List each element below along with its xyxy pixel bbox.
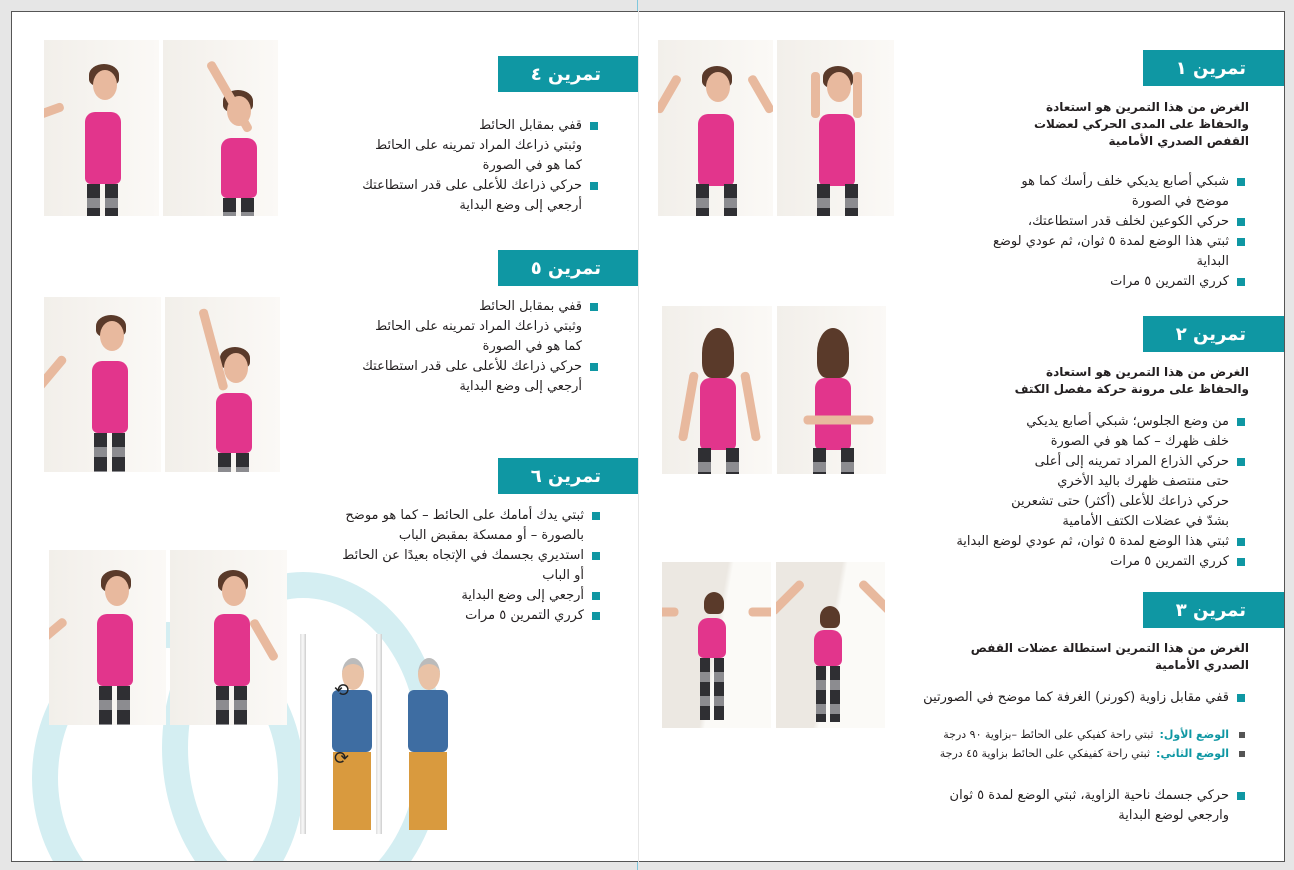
exercise-1-steps [919, 172, 1249, 292]
right-page [639, 11, 1285, 862]
list-item-continued [302, 337, 602, 357]
exercise-3-step-last [889, 786, 1249, 826]
list-item [879, 552, 1249, 572]
list-item-continued [302, 156, 602, 176]
exercise-3-title: تمرين ٣ [1175, 599, 1246, 621]
exercise-6-photo-1 [49, 550, 166, 725]
step-text: بشدّ في عضلات الكتف الأمامية [1062, 514, 1229, 529]
step-text: كما هو في الصورة [482, 339, 582, 354]
list-item [282, 586, 604, 606]
list-item [919, 272, 1249, 292]
list-item-continued [282, 566, 604, 586]
list-item [919, 172, 1249, 192]
exercise-3-photo-2 [776, 562, 885, 728]
step-text: ثبتي يدك أمامك على الحائط – كما هو موضح [345, 508, 584, 523]
exercise-6-steps [282, 506, 604, 626]
purpose-line: الغرض من هذا التمرين هو استعادة [1046, 100, 1249, 114]
list-item-continued [302, 377, 602, 397]
step-text: وارجعي لوضع البداية [1118, 808, 1229, 823]
list-item [889, 725, 1249, 744]
list-item-continued [282, 526, 604, 546]
exercise-2-photo-2 [777, 306, 886, 474]
exercise-1-photo-1 [658, 40, 773, 216]
exercise-4-header [498, 56, 638, 92]
door-frame [376, 634, 382, 834]
exercise-2-purpose [969, 364, 1249, 398]
list-item [889, 688, 1249, 708]
list-item [889, 744, 1249, 763]
step-text: حركي ذراعك للأعلى على قدر استطاعتك [362, 178, 582, 193]
list-item-continued [302, 196, 602, 216]
step-text: حركي الذراع المراد تمرينه إلى أعلى [1034, 454, 1229, 469]
list-item-continued [879, 492, 1249, 512]
list-item-continued [919, 192, 1249, 212]
step-text: حركي جسمك ناحية الزاوية، ثبتي الوضع لمدة ٥ ثوان [949, 788, 1229, 803]
position-text: ثبتي راحة كفيكي على الحائط –بزاوية ٩٠ درجة [943, 728, 1154, 741]
exercise-6-photo-2 [170, 550, 287, 725]
step-text: وثبتي ذراعك المراد تمرينه على الحائط [375, 319, 582, 334]
exercise-4-photo-2 [163, 40, 278, 216]
exercise-3-purpose [939, 640, 1249, 674]
door-frame [300, 634, 306, 834]
step-text: البداية [1196, 254, 1229, 269]
list-item [879, 532, 1249, 552]
step-text: خلف ظهرك – كما هو في الصورة [1050, 434, 1229, 449]
rotate-arrow-icon: ⟲ [334, 680, 350, 701]
step-text: حركي الكوعين لخلف قدر استطاعتك، [1027, 214, 1229, 229]
exercise-1-photo-2 [777, 40, 894, 216]
list-item [302, 297, 602, 317]
exercise-5-title: تمرين ٥ [530, 257, 601, 279]
step-text: شبكي أصابع يديكي خلف رأسك كما هو [1021, 174, 1229, 189]
step-text: أو الباب [542, 568, 584, 583]
rotate-arrow-icon: ⟳ [334, 748, 350, 769]
list-item [879, 452, 1249, 472]
list-item [282, 606, 604, 626]
exercise-2-steps [879, 412, 1249, 572]
step-text: حركي ذراعك للأعلى (أكثر) حتى تشعرين [1011, 494, 1229, 509]
step-text: كما هو في الصورة [482, 158, 582, 173]
list-item-continued [919, 252, 1249, 272]
exercise-4-photo-1 [44, 40, 159, 216]
exercise-5-photo-2 [165, 297, 280, 472]
step-text: وثبتي ذراعك المراد تمرينه على الحائط [375, 138, 582, 153]
list-item [282, 546, 604, 566]
exercise-2-header [1143, 316, 1284, 352]
step-text: كرري التمرين ٥ مرات [1110, 274, 1229, 289]
list-item [889, 786, 1249, 806]
exercise-2-title: تمرين ٢ [1175, 323, 1246, 345]
left-page [11, 11, 638, 862]
exercise-3-step-1 [889, 688, 1249, 708]
step-text: استديري بجسمك في الإتجاه بعيدًا عن الحائط [342, 548, 584, 563]
list-item [302, 357, 602, 377]
list-item [302, 116, 602, 136]
list-item-continued [879, 512, 1249, 532]
step-text: موضح في الصورة [1131, 194, 1229, 209]
list-item-continued [302, 317, 602, 337]
exercise-2-photo-1 [662, 306, 772, 474]
exercise-4-steps [302, 116, 602, 216]
position-label: الوضع الثاني: [1156, 747, 1229, 760]
exercise-1-title: تمرين ١ [1175, 57, 1246, 79]
step-text: كرري التمرين ٥ مرات [465, 608, 584, 623]
exercise-5-steps [302, 297, 602, 397]
exercise-3-photo-1 [662, 562, 771, 728]
exercise-4-title: تمرين ٤ [530, 63, 601, 85]
step-text: حركي ذراعك للأعلى على قدر استطاعتك [362, 359, 582, 374]
purpose-line: الغرض من هذا التمرين استطالة عضلات القفص [970, 641, 1249, 655]
position-label: الوضع الأول: [1159, 728, 1229, 741]
step-text: قفي بمقابل الحائط [479, 118, 582, 133]
step-text: بالصورة – أو ممسكة بمقبض الباب [398, 528, 584, 543]
list-item-continued [879, 432, 1249, 452]
list-item-continued [889, 806, 1249, 826]
list-item [302, 176, 602, 196]
step-text: حتى منتصف ظهرك باليد الأخري [1057, 474, 1229, 489]
exercise-1-header [1143, 50, 1284, 86]
exercise-1-purpose [969, 99, 1249, 150]
list-item [919, 212, 1249, 232]
list-item [282, 506, 604, 526]
exercise-5-header [498, 250, 638, 286]
step-text: أرجعي إلى وضع البداية [459, 379, 582, 394]
list-item [879, 412, 1249, 432]
step-text: قفي بمقابل الحائط [479, 299, 582, 314]
exercise-3-header [1143, 592, 1284, 628]
purpose-line: الصدري الأمامية [1154, 658, 1249, 672]
exercise-6-header [498, 458, 638, 494]
purpose-line: والحفاظ على المدى الحركي لعضلات [1034, 117, 1249, 131]
position-text: ثبتي راحة كفيفكي على الحائط بزاوية ٤٥ درجة [939, 747, 1151, 760]
list-item [919, 232, 1249, 252]
step-text: ثبتي هذا الوضع لمدة ٥ ثوان، ثم عودي لوضع البداية [956, 534, 1229, 549]
step-text: من وضع الجلوس؛ شبكي أصابع يديكي [1026, 414, 1229, 429]
list-item-continued [302, 136, 602, 156]
exercise-6-title: تمرين ٦ [530, 465, 601, 487]
step-text: قفي مقابل زاوية (كورنر) الغرفة كما موضح في الصورتين [923, 690, 1229, 705]
exercise-3-positions [889, 725, 1249, 763]
purpose-line: القفص الصدري الأمامية [1108, 134, 1249, 148]
step-text: أرجعي إلى وضع البداية [459, 198, 582, 213]
purpose-line: والحفاظ على مرونة حركة مفصل الكتف [1014, 382, 1249, 396]
purpose-line: الغرض من هذا التمرين هو استعادة [1046, 365, 1249, 379]
step-text: ثبتي هذا الوضع لمدة ٥ ثوان، ثم عودي لوضع [992, 234, 1229, 249]
list-item-continued [879, 472, 1249, 492]
step-text: كرري التمرين ٥ مرات [1110, 554, 1229, 569]
step-text: أرجعي إلى وضع البداية [461, 588, 584, 603]
exercise-5-photo-1 [44, 297, 161, 472]
